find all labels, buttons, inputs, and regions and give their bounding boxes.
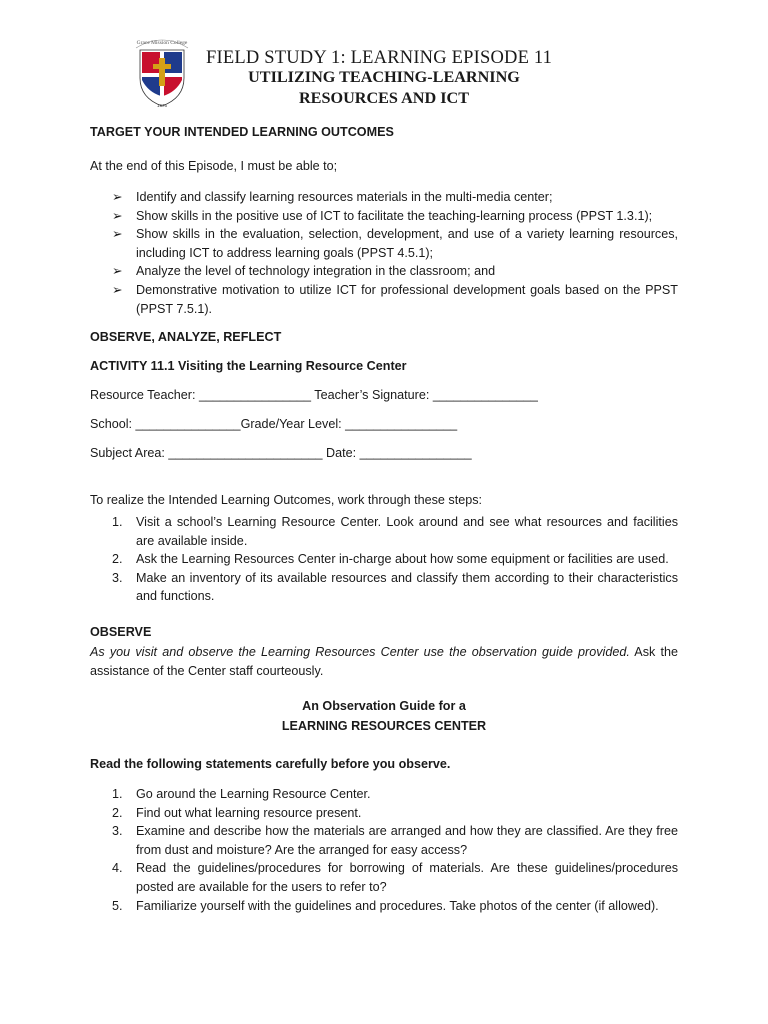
arrow-bullet-icon: ➢	[112, 283, 123, 297]
item-number: 1.	[112, 515, 123, 529]
guide-text: Find out what learning resource present.	[136, 805, 362, 820]
guide-text: Read the guidelines/procedures for borrowing of materials. Are these guidelines/procedures posted are available for the users to refer to?	[136, 861, 678, 894]
list-item	[112, 550, 678, 569]
list-item	[112, 804, 678, 823]
step-text: Make an inventory of its available resources and classify them according to their characteristics and functions.	[136, 570, 678, 604]
list-item	[112, 897, 678, 916]
observe-normal-text: Ask the assistance of the Center staff courteously.	[90, 645, 678, 678]
item-number: 2.	[112, 805, 123, 820]
item-number: 3.	[112, 824, 123, 839]
page-title: FIELD STUDY 1: LEARNING EPISODE 11	[206, 48, 553, 68]
guide-title-line1: An Observation Guide for a	[302, 699, 466, 713]
steps-intro: To realize the Intended Learning Outcomes, work through these steps:	[90, 493, 483, 507]
list-item	[112, 225, 678, 262]
list-item	[112, 513, 678, 550]
logo-arc-text: Grace Mission College	[136, 40, 188, 46]
step-text: Ask the Learning Resources Center in-charge about how some equipment or facilities are used.	[136, 552, 669, 567]
item-number: 4.	[112, 861, 123, 876]
guide-text: Go around the Learning Resource Center.	[136, 787, 371, 801]
page-subtitle-line2: RESOURCES AND ICT	[298, 89, 469, 107]
outcome-text: Demonstrative motivation to utilize ICT for professional development goals based on the PPST (PPST 7.5.1).	[136, 283, 678, 316]
read-heading: Read the following statements carefully before you observe.	[90, 757, 451, 771]
observe-instructions	[90, 643, 678, 680]
observe-heading: OBSERVE	[90, 625, 152, 639]
list-item	[112, 188, 678, 207]
list-item	[112, 822, 678, 859]
shield-crest-icon	[126, 34, 198, 110]
guide-text: Examine and describe how the materials are arranged and how they are classified. Are they free from dust and moisture? Are the arranged for easy access?	[136, 824, 678, 857]
list-item	[112, 859, 678, 896]
activity-title: ACTIVITY 11.1 Visiting the Learning Resource Center	[90, 359, 407, 373]
section-heading: OBSERVE, ANALYZE, REFLECT	[90, 330, 282, 344]
item-number: 5.	[112, 898, 123, 913]
arrow-bullet-icon: ➢	[112, 264, 123, 279]
form-line-school[interactable]: School: _______________Grade/Year Level: ________________	[90, 417, 458, 431]
outcome-text: Show skills in the evaluation, selection, development, and use of a variety learning resources, including ICT to address learning goals (PPST 4.5.1);	[136, 227, 678, 260]
item-number: 1.	[112, 787, 123, 801]
list-item	[112, 569, 678, 606]
form-line-teacher[interactable]: Resource Teacher: ________________ Teacher’s Signature: _______________	[90, 388, 538, 402]
guide-title-line2: LEARNING RESOURCES CENTER	[281, 719, 487, 733]
arrow-bullet-icon: ➢	[112, 190, 123, 204]
observe-italic-text: As you visit and observe the Learning Resources Center use the observation guide provided.	[90, 645, 630, 659]
outcome-text: Show skills in the positive use of ICT to facilitate the teaching-learning process (PPST 1.3.1);	[136, 208, 653, 223]
item-number: 2.	[112, 552, 123, 567]
arrow-bullet-icon: ➢	[112, 208, 123, 223]
college-seal-logo	[126, 34, 198, 110]
page-subtitle-line1: UTILIZING TEACHING-LEARNING	[248, 68, 520, 86]
logo-year: 1976	[156, 103, 168, 108]
list-item	[112, 785, 678, 804]
outcome-text: Identify and classify learning resources materials in the multi-media center;	[136, 190, 553, 204]
form-line-subject[interactable]: Subject Area: ______________________ Date: ________________	[90, 446, 472, 460]
list-item	[112, 281, 678, 318]
item-number: 3.	[112, 570, 123, 585]
outcomes-heading: TARGET YOUR INTENDED LEARNING OUTCOMES	[90, 125, 394, 139]
outcome-text: Analyze the level of technology integration in the classroom; and	[136, 264, 496, 279]
list-item	[112, 207, 678, 226]
outcomes-intro: At the end of this Episode, I must be able to;	[90, 159, 338, 173]
list-item	[112, 262, 678, 281]
step-text: Visit a school’s Learning Resource Center. Look around and see what resources and facilities are available inside.	[136, 515, 678, 548]
guide-text: Familiarize yourself with the guidelines and procedures. Take photos of the center (if allowed).	[136, 898, 659, 913]
arrow-bullet-icon: ➢	[112, 227, 123, 242]
